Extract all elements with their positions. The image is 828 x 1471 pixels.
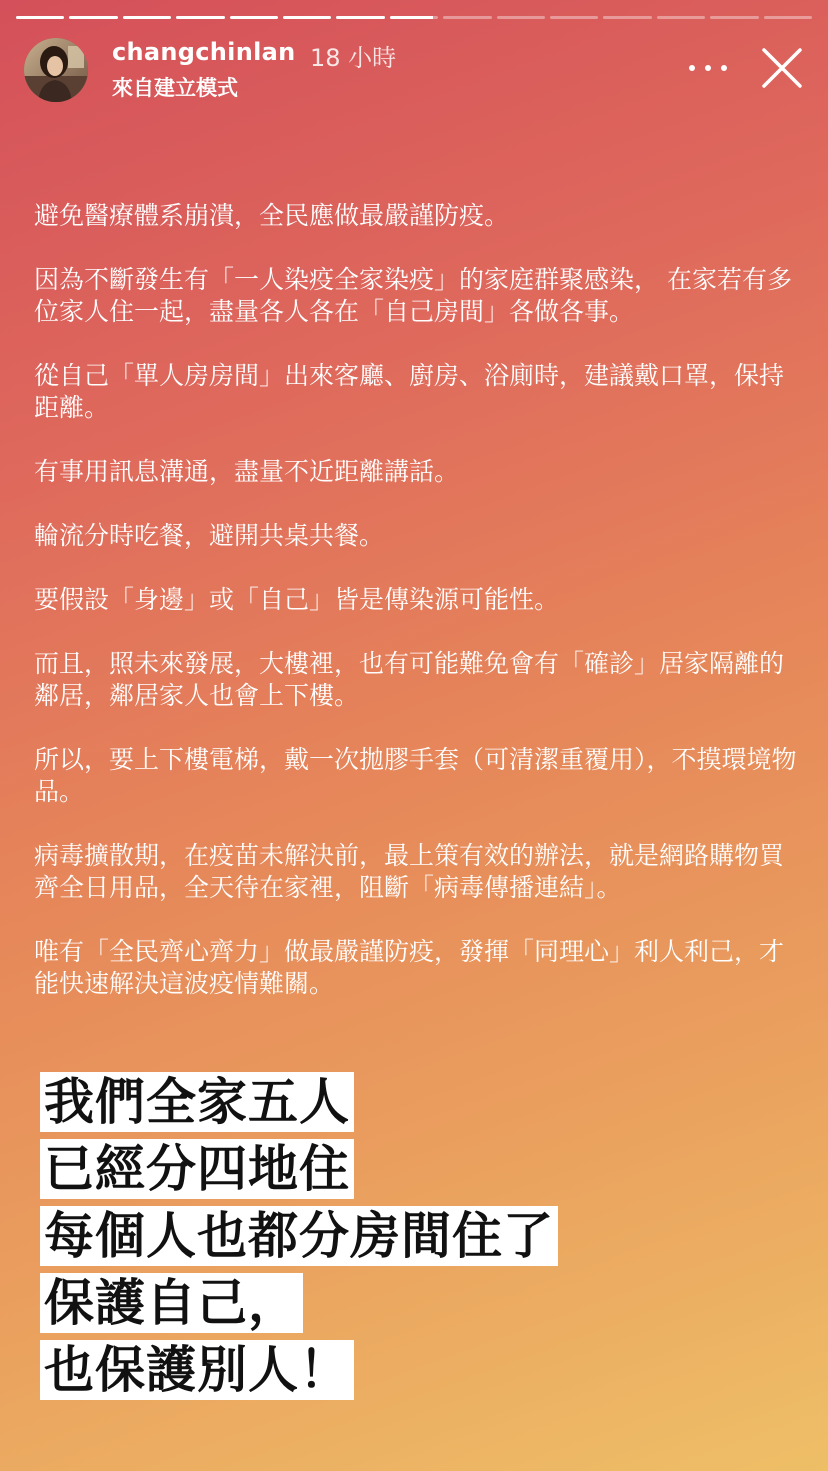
progress-segment	[497, 16, 545, 19]
create-mode-label[interactable]: 來自建立模式	[112, 76, 238, 100]
paragraph: 有事用訊息溝通，盡量不近距離講話。	[34, 457, 460, 486]
progress-segment	[603, 16, 651, 19]
story-body-text	[34, 200, 804, 1032]
highlight-line: 也保護別人！	[40, 1340, 354, 1400]
progress-segment	[443, 16, 491, 19]
paragraph: 所以，要上下樓電梯，戴一次拋膠手套（可清潔重覆用），不摸環境物品。	[34, 745, 797, 806]
progress-segment	[123, 16, 171, 19]
highlight-line: 保護自己，	[40, 1273, 303, 1333]
highlight-line: 每個人也都分房間住了	[40, 1206, 558, 1266]
paragraph: 要假設「身邊」或「自己」皆是傳染源可能性。	[34, 585, 560, 614]
progress-segment	[336, 16, 384, 19]
paragraph: 唯有「全民齊心齊力」做最嚴謹防疫，發揮「同理心」利人利己，才能快速解決這波疫情難關。	[34, 937, 785, 998]
paragraph: 因為不斷發生有「一人染疫全家染疫」的家庭群聚感染， 在家若有多位家人住一起，盡量各人各在「自己房間」各做各事。	[34, 265, 792, 326]
username[interactable]: changchinlan	[112, 38, 296, 66]
progress-segment	[710, 16, 758, 19]
profile-photo	[24, 38, 88, 102]
paragraph: 從自己「單人房房間」出來客廳、廚房、浴廁時，建議戴口罩，保持距離。	[34, 361, 785, 422]
paragraph: 病毒擴散期，在疫苗未解決前，最上策有效的辦法，就是網路購物買齊全日用品，全天待在家裡，阻斷「病毒傳播連結」。	[34, 841, 785, 902]
highlighted-caption	[40, 1072, 800, 1407]
progress-segment	[283, 16, 331, 19]
progress-segment	[176, 16, 224, 19]
paragraph: 輪流分時吃餐，避開共桌共餐。	[34, 521, 385, 550]
progress-segment	[69, 16, 117, 19]
post-time: 18 小時	[310, 44, 397, 72]
more-options-button[interactable]	[678, 48, 738, 88]
highlight-line: 我們全家五人	[40, 1072, 354, 1132]
progress-segment	[764, 16, 812, 19]
paragraph: 避免醫療體系崩潰，全民應做最嚴謹防疫。	[34, 201, 510, 230]
progress-segment	[230, 16, 278, 19]
story-header	[24, 36, 804, 100]
close-icon	[760, 46, 804, 90]
progress-segment	[657, 16, 705, 19]
close-button[interactable]	[760, 46, 804, 90]
paragraph: 而且，照未來發展，大樓裡，也有可能難免會有「確診」居家隔離的鄰居，鄰居家人也會上下樓。	[34, 649, 785, 710]
progress-segment	[390, 16, 438, 19]
progress-segment	[16, 16, 64, 19]
story-progress-bar	[16, 16, 812, 20]
avatar[interactable]	[24, 38, 88, 102]
progress-segment	[550, 16, 598, 19]
highlight-line: 已經分四地住	[40, 1139, 354, 1199]
